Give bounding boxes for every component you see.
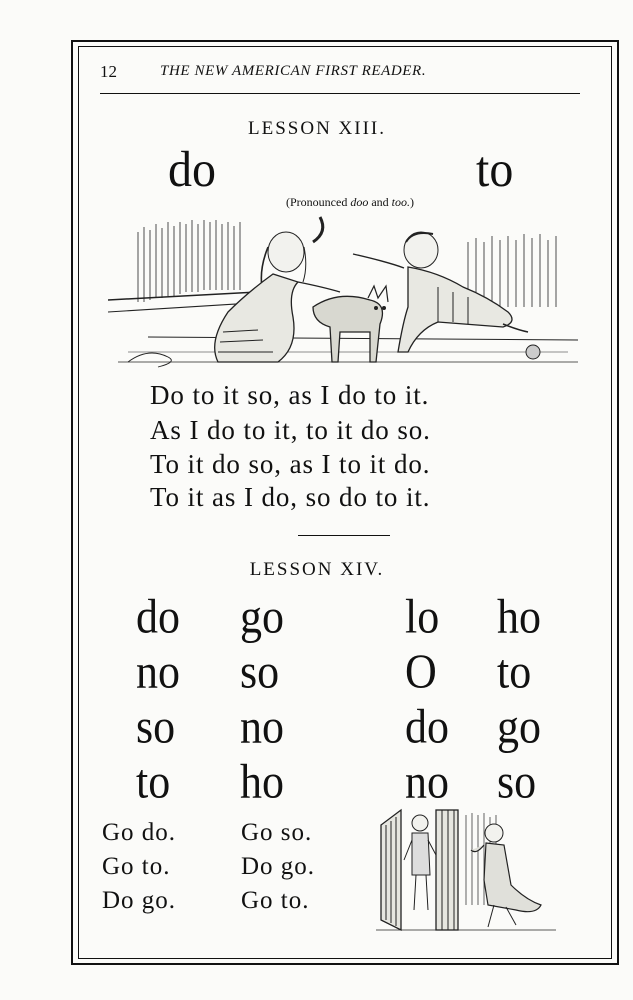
pronunciation-note: (Pronounced doo and too.) [286,195,414,209]
grid-word: do [136,589,180,644]
lesson-13-word-to: to [476,141,514,198]
phrase: Go to. [241,887,310,914]
grid-word: no [136,644,180,699]
header-rule [100,93,580,94]
grid-word: ho [497,589,541,644]
grid-word: to [136,754,171,809]
phrase: Go do. [102,819,177,846]
lesson-13-sentence: Do to it so, as I do to it. [150,380,430,410]
phrase: Do go. [241,853,316,880]
children-at-gate-illustration [376,805,556,935]
grid-word: O [405,644,437,699]
grid-word: do [405,699,449,754]
grid-word: lo [405,589,440,644]
grid-word: no [405,754,449,809]
running-title: THE NEW AMERICAN FIRST READER. [160,63,427,79]
phrase: Go to. [102,853,171,880]
section-divider [298,535,390,536]
phrase: Do go. [102,887,177,914]
lesson-13-word-do: do [168,141,216,198]
grid-word: go [240,589,284,644]
page-number: 12 [100,62,117,81]
lesson-14-heading: LESSON XIV. [249,559,385,580]
grid-word: go [497,699,541,754]
children-with-cat-illustration [108,212,578,377]
page-header [100,62,530,86]
lesson-13-heading: LESSON XIII. [248,118,386,139]
grid-word: so [240,644,280,699]
lesson-13-sentence: To it as I do, so do to it. [150,482,431,512]
grid-word: no [240,699,284,754]
lesson-13-sentence: To it do so, as I to it do. [150,449,431,479]
grid-word: ho [240,754,284,809]
grid-word: to [497,644,532,699]
lesson-13-sentence: As I do to it, to it do so. [150,415,431,445]
phrase: Go so. [241,819,313,846]
grid-word: so [136,699,176,754]
grid-word: so [497,754,537,809]
